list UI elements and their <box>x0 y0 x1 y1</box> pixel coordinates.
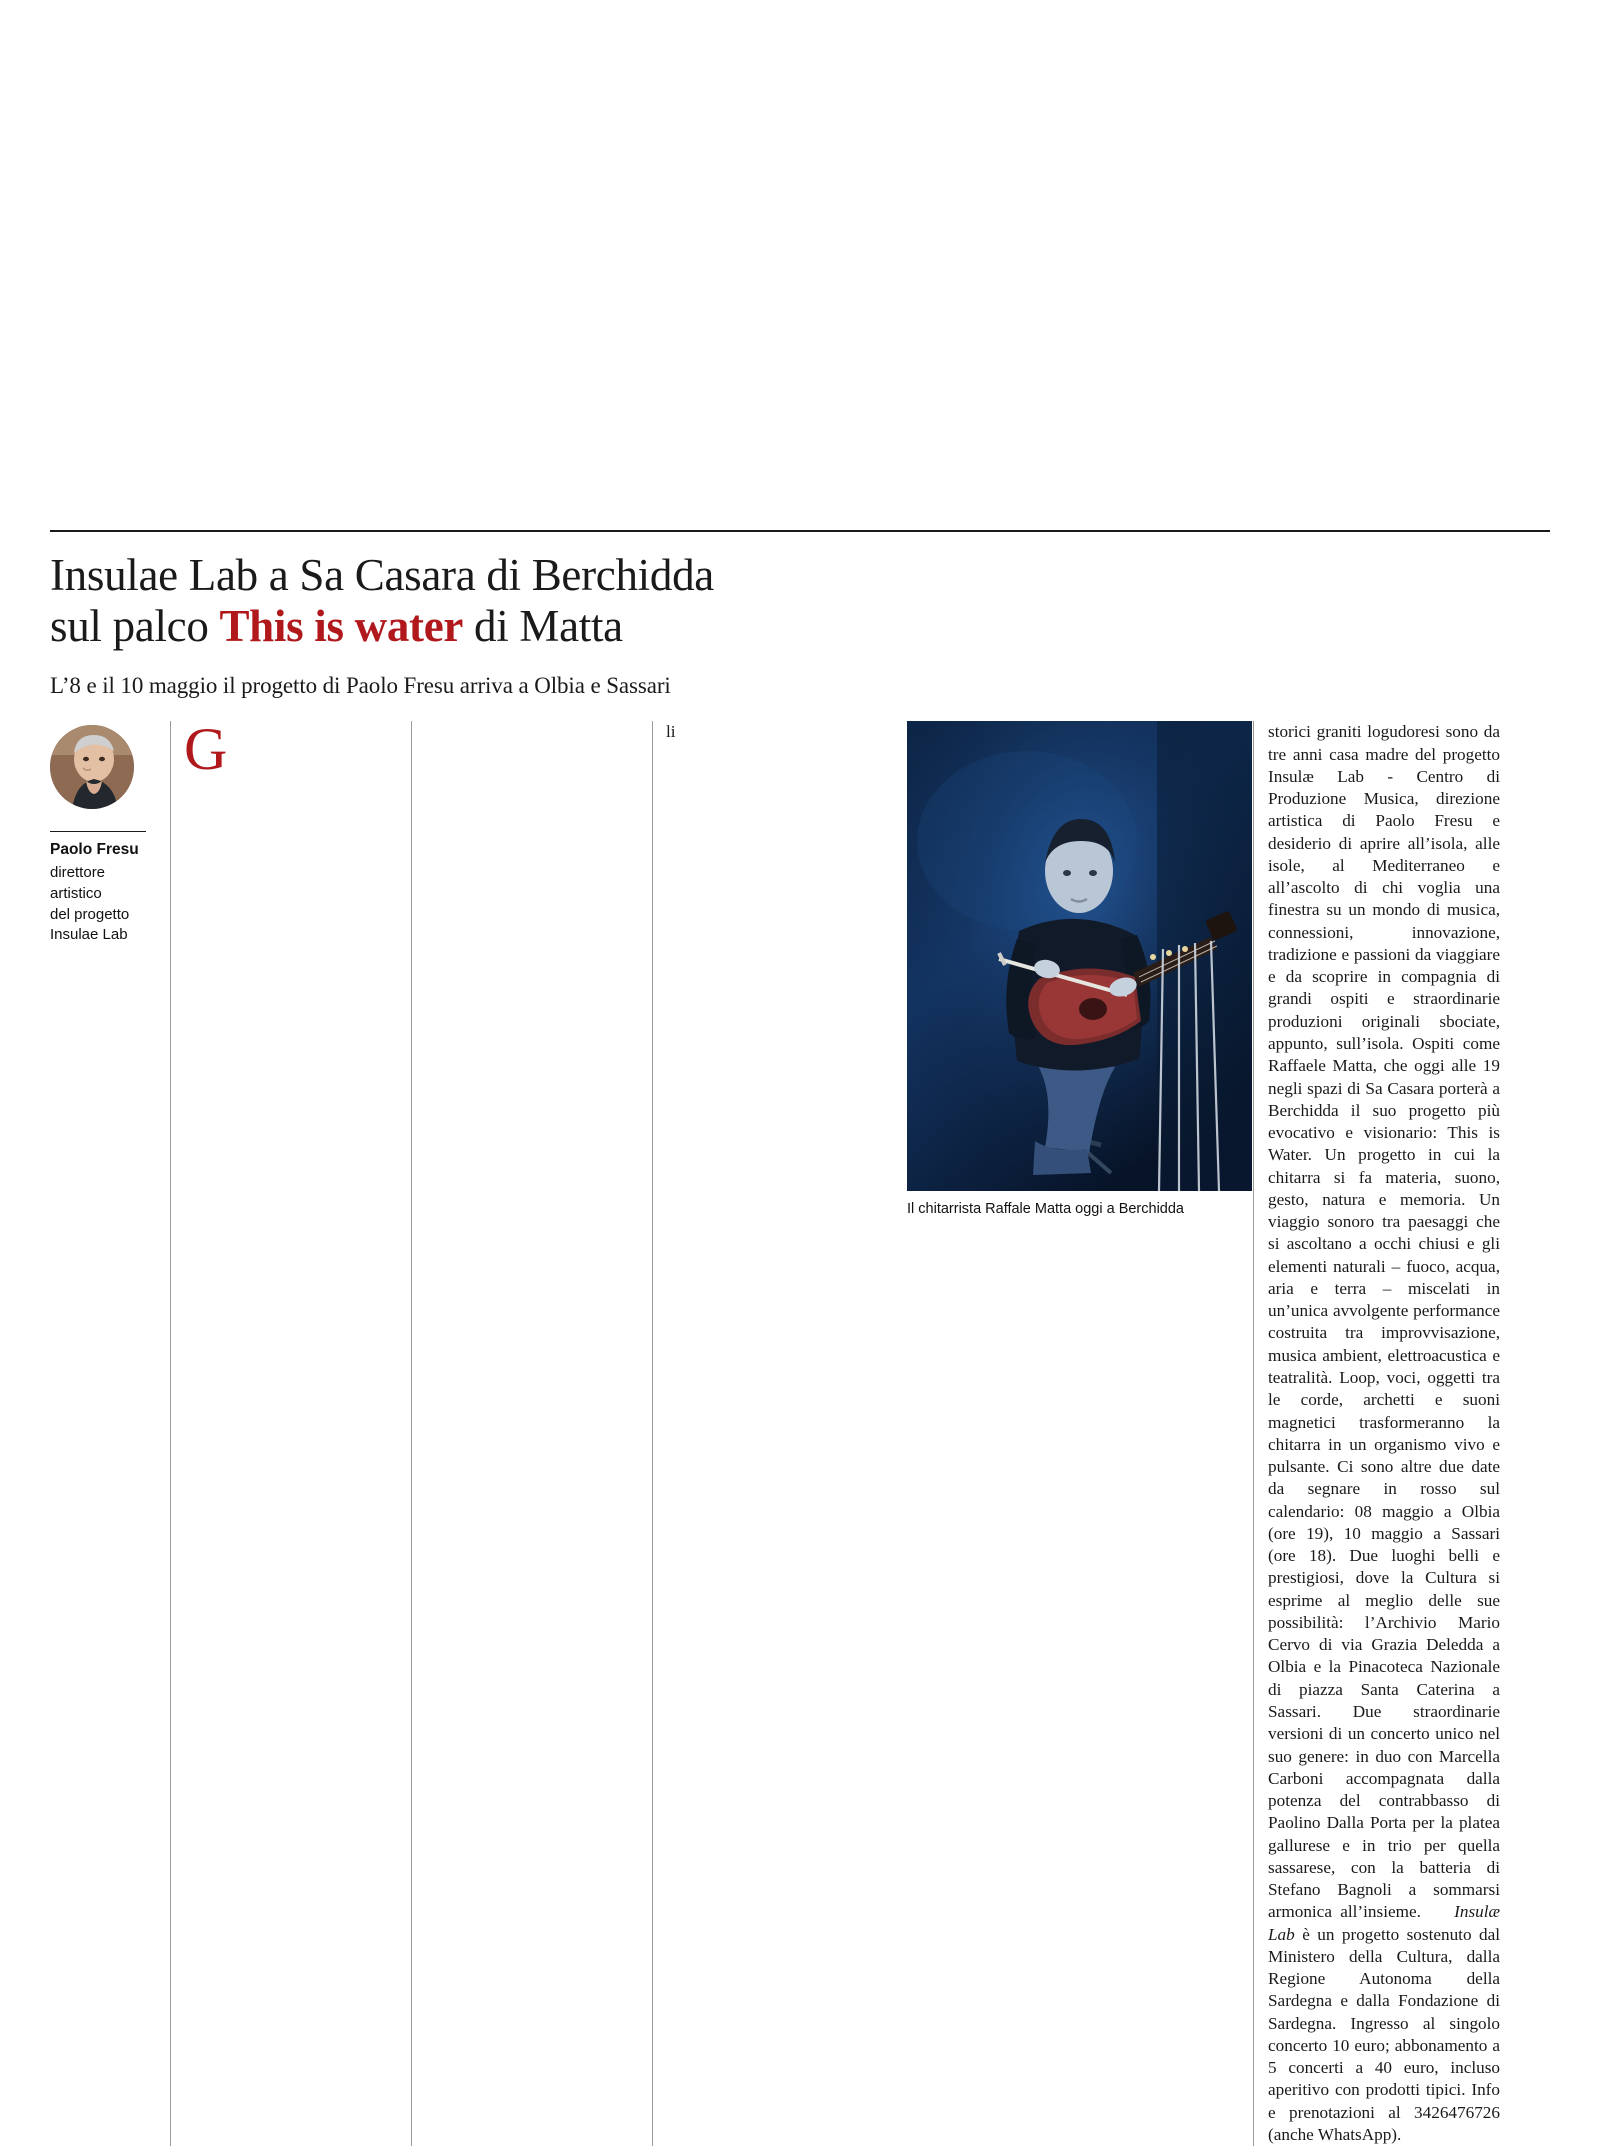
body-columns <box>50 716 1550 2146</box>
photo-column <box>893 721 1253 2146</box>
body-text-3: li <box>666 722 676 742</box>
byline-role-line2: artistico <box>50 884 102 902</box>
guitarist-photo-illustration <box>907 721 1252 1191</box>
article-photo <box>907 721 1252 1191</box>
text-column-3 <box>652 721 893 2146</box>
headline-block <box>50 550 890 699</box>
headline-line2-post: di Matta <box>463 600 623 651</box>
body-text-4: storici graniti logudoresi sono da tre anni casa madre del progetto Insulæ Lab - Centro di Produzione Musica, direzione artistica di Paolo Fresu e desiderio di aprire all’isola, alle isole, al Mediterraneo e all’ascolto di chi voglia una finestra su un mondo di musica, connessioni, innovazione, tradizione e passioni da viaggiare e da scoprire in compagnia di grandi ospiti e straordinarie produzioni originali sbociate, appunto, sull’isola. Ospiti come Raffaele Matta, che oggi alle 19 negli spazi di Sa Casara porterà a Berchidda il suo progetto più evocativo e visionario: This is Water. Un progetto in cui la chitarra si fa materia, suono, gesto, natura e memoria. Un viaggio sonoro tra paesaggi che si ascoltano a occhi chiusi e gli elementi naturali – fuoco, acqua, aria e terra – miscelati in un’unica avvolgente performance costruita tra improvvisazione, musica ambient, elettroacustica e teatralità. Loop, voci, oggetti tra le corde, archetti e suoni magnetici trasformeranno la chitarra in un organismo vivo e pulsante. Ci sono altre due date da segnare in rosso sul calendario: 08 maggio a Olbia (ore 19), 10 maggio a Sassari (ore 18). Due luoghi belli e prestigiosi, dove la Cultura si esprime al meglio delle sue possibilità: l’Archivio Mario Cervo di via Grazia Deledda a Olbia e la Pinacoteca Nazionale di piazza Santa Caterina a Sassari. Due straordinarie versioni di un concerto unico nel suo genere: in duo con Marcella Carboni accompagnata dalla potenza del contrabbasso di Paolino Dalla Porta per la platea gallurese e in trio per quella sassarese, con la batteria di Stefano Bagnoli a sommarsi armonica all’insieme. Insulæ Lab è un progetto sostenuto dal Ministero della Cultura, dalla Regione Autonoma della Sardegna e dalla Fondazione di Sardegna. Ingresso al singolo concerto 10 euro; abbonamento a 5 concerti a 40 euro, incluso aperitivo con prodotti tipici. Info e prenotazioni al 3426476726 (anche WhatsApp). <box>1268 722 1501 2145</box>
top-divider <box>50 530 1550 532</box>
byline-divider <box>50 831 146 832</box>
avatar-portrait-icon <box>50 725 134 809</box>
byline-name: Paolo Fresu <box>50 841 139 859</box>
byline-role <box>50 863 156 946</box>
text-column-1 <box>170 716 411 2146</box>
text-column-2 <box>411 721 652 2146</box>
headline-line1: Insulae Lab a Sa Casara di Berchidda <box>50 550 714 600</box>
byline-role-line4: Insulae Lab <box>50 926 128 944</box>
headline-row <box>50 550 1550 699</box>
byline-role-line3: del progetto <box>50 905 130 923</box>
subheadline: L’8 e il 10 maggio il progetto di Paolo Fresu arriva a Olbia e Sassari <box>50 672 671 698</box>
photo-caption: Il chitarrista Raffale Matta oggi a Berchidda <box>907 1201 1184 1218</box>
headline-highlight: This is water <box>219 600 464 651</box>
byline-column <box>50 721 170 2146</box>
avatar <box>50 725 134 809</box>
headline-line2-pre: sul palco <box>50 600 220 651</box>
text-column-4 <box>1253 721 1500 2146</box>
page-title <box>50 550 870 652</box>
article-page <box>50 530 1550 2146</box>
drop-cap: G <box>184 716 228 783</box>
byline-role-line1: direttore <box>50 864 106 882</box>
